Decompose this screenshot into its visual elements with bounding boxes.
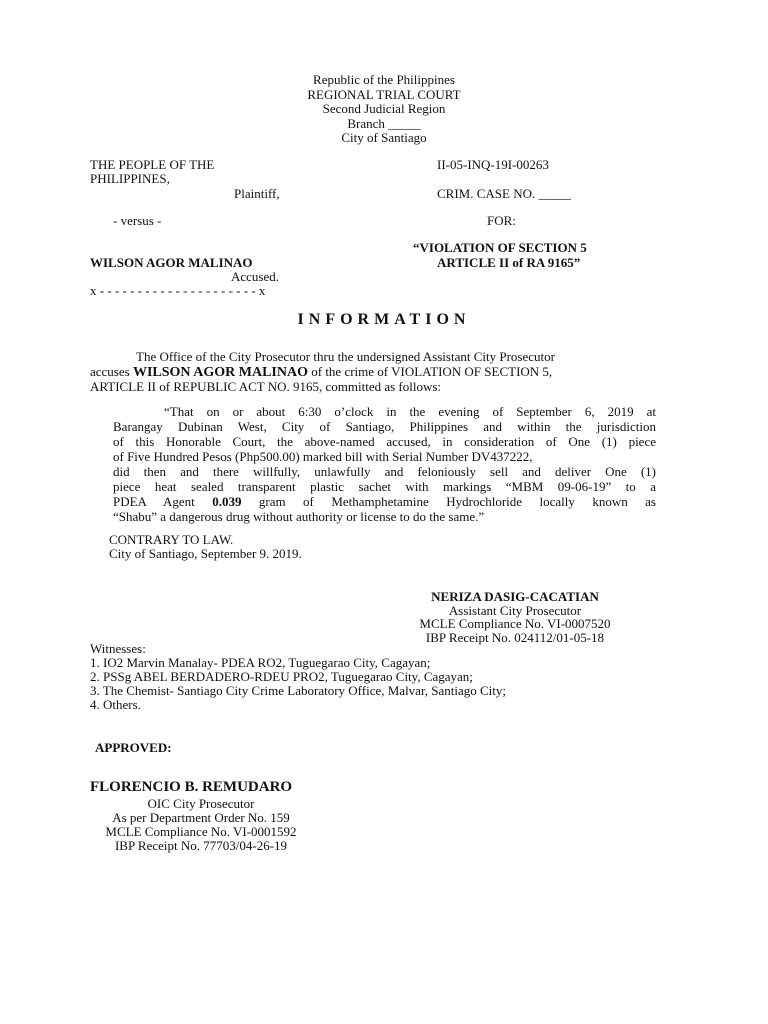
versus-label: - versus - [113,213,162,228]
inquest-number: II-05-INQ-19I-00263 [437,157,549,172]
drug-amount: 0.039 [212,494,242,509]
plaintiff-line1: THE PEOPLE OF THE [90,157,215,172]
document-title: INFORMATION [297,311,471,328]
body-line7 [113,494,656,509]
intro-accuses: accuses [90,364,133,379]
place-and-date: City of Santiago, September 9. 2019. [109,546,302,561]
body-line3: of this Honorable Court, the above-named accused, in consideration of One (1) piece [113,434,656,449]
approver-block [90,796,312,852]
city-line: City of Santiago [341,130,427,145]
judicial-region: Second Judicial Region [322,101,446,116]
prosecutor-mcle: MCLE Compliance No. VI-0007520 [419,616,611,631]
for-label: FOR: [487,213,516,228]
intro-accused-name: WILSON AGOR MALINAO [132,365,308,380]
list-item: 2. PSSg ABEL BERDADERO-RDEU PRO2, Tuguegarao City, Cagayan; [90,669,473,684]
body-line6: piece heat sealed transparent plastic sachet with markings “MBM 09-06-19” to a [113,479,656,494]
body-line1: “That on or about 6:30 o’clock in the evening of September 6, 2019 at [164,404,656,419]
approver-ibp: IBP Receipt No. 77703/04-26-19 [114,838,288,853]
intro-line3: ARTICLE II of REPUBLIC ACT NO. 9165, committed as follows: [90,379,442,394]
body-line2: Barangay Dubinan West, City of Santiago, Philippines and within the jurisdiction [113,419,656,434]
prosecutor-name: NERIZA DASIG-CACATIAN [431,589,599,604]
prosecutor-title: Assistant City Prosecutor [448,602,582,618]
approver-order: As per Department Order No. 159 [112,810,290,825]
approver-mcle: MCLE Compliance No. VI-0001592 [105,824,297,839]
body-line7-post: gram of Methamphetamine Hydrochloride locally known as [241,494,656,509]
intro-crime: of the crime of VIOLATION OF SECTION 5, [307,364,553,379]
accused-role: Accused. [231,269,280,284]
body-line8: “Shabu” a dangerous drug without authority or license to do the same.” [113,509,485,524]
list-item: 1. IO2 Marvin Manalay- PDEA RO2, Tuguegarao City, Cagayan; [90,655,431,670]
republic-line: Republic of the Philippines [313,72,455,87]
charge-line1: “VIOLATION OF SECTION 5 [413,240,587,255]
intro-line2 [90,364,678,380]
criminal-case-number: CRIM. CASE NO. _____ [437,186,571,201]
body-line4: of Five Hundred Pesos (Php500.00) marked bill with Serial Number DV437222, [113,449,533,464]
list-item: 3. The Chemist- Santiago City Crime Laboratory Office, Malvar, Santiago City; [90,683,507,698]
caption-separator: x - - - - - - - - - - - - - - - - - - - - - x [90,283,266,298]
prosecutor-ibp: IBP Receipt No. 024112/01-05-18 [425,629,605,645]
charge-line2: ARTICLE II of RA 9165” [437,255,581,270]
approved-label: APPROVED: [95,740,172,755]
accused-name: WILSON AGOR MALINAO [90,255,253,270]
branch-line: Branch _____ [347,115,421,131]
court-name: REGIONAL TRIAL COURT [307,86,461,102]
list-item: 4. Others. [90,697,141,712]
witness-list [90,641,506,711]
body-line5: did then and there willfully, unlawfully and feloniously sell and deliver One (1) [113,464,656,479]
court-header [234,72,534,145]
plaintiff-role: Plaintiff, [234,186,280,201]
body-line7-pre: PDEA Agent [113,494,213,509]
contrary-to-law: CONTRARY TO LAW. [109,532,234,547]
witnesses-heading: Witnesses: [90,641,146,656]
approver-title: OIC City Prosecutor [147,796,255,811]
approver-name: FLORENCIO B. REMUDARO [90,779,293,795]
prosecutor-signature-block [370,589,660,643]
plaintiff-line2: PHILIPPINES, [90,171,170,186]
intro-line1: The Office of the City Prosecutor thru the undersigned Assistant City Prosecutor [136,349,555,364]
